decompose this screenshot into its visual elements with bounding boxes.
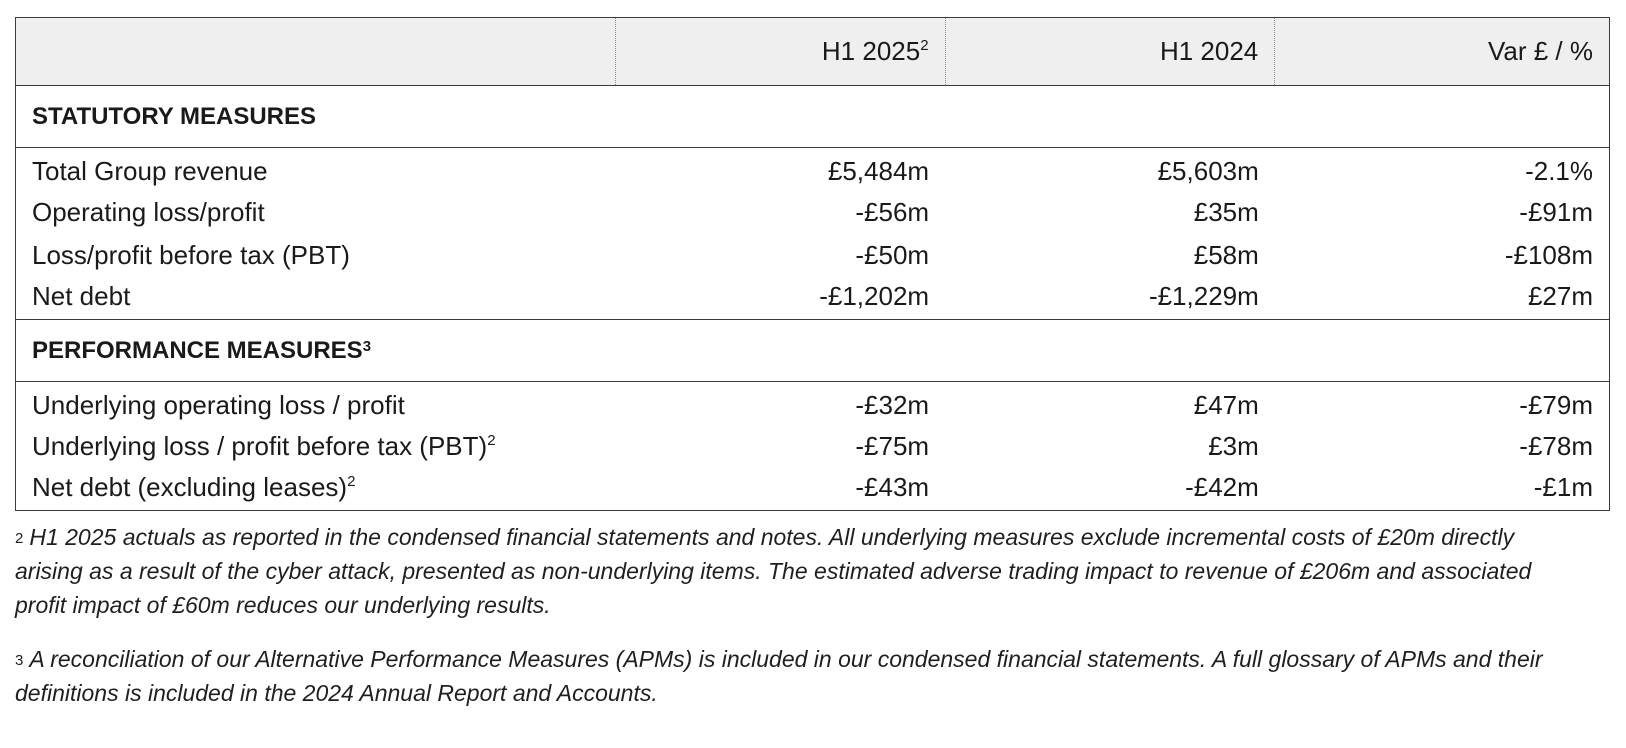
table-row [16, 191, 1610, 234]
financial-summary-table [15, 17, 1610, 511]
table-row [16, 425, 1610, 468]
section-statutory-title: STATUTORY MEASURES [16, 86, 1610, 148]
table-row [16, 382, 1610, 425]
row-footnote-mark: 2 [347, 473, 356, 491]
table-row [16, 277, 1610, 320]
footnote-text: A reconciliation of our Alternative Performance Measures (APMs) is included in our condensed financial statements. A full glossary of APMs and their definitions is included in the 2024 Annual Report and Accounts. [15, 646, 1543, 706]
financial-summary-table-container [15, 17, 1610, 511]
section-performance-title: PERFORMANCE MEASURES [32, 336, 363, 364]
section-performance-footnote-mark: 3 [362, 337, 372, 355]
header-h1-2024: H1 2024 [945, 18, 1275, 86]
row-h1-2025-value: -£56m [855, 196, 930, 227]
row-variance-value: -£1m [1533, 472, 1593, 503]
table-row [16, 234, 1610, 277]
row-footnote-mark: 2 [487, 431, 496, 449]
row-h1-2025-value: -£43m [855, 472, 930, 503]
row-label-cell [16, 468, 616, 511]
header-h1-2025-footnote-mark: 2 [920, 37, 929, 54]
table-row [16, 148, 1610, 191]
header-blank-cell [16, 18, 616, 86]
row-variance-value: -£91m [1519, 196, 1593, 227]
row-h1-2025-value: £5,484m [827, 155, 930, 186]
row-h1-2024-value: £47m [1193, 389, 1259, 420]
row-variance-value: -£79m [1519, 389, 1593, 420]
header-variance: Var £ / % [1275, 18, 1610, 86]
section-performance [16, 320, 1610, 382]
row-label-cell [16, 425, 616, 468]
section-performance-title-cell [16, 320, 1610, 382]
row-h1-2024-value: £35m [1193, 196, 1259, 227]
table-header-row [16, 18, 1610, 86]
row-h1-2025-value: -£32m [855, 389, 930, 420]
row-h1-2024-value: -£42m [1185, 472, 1259, 503]
footnote-text: H1 2025 actuals as reported in the condensed financial statements and notes. All underlying measures exclude incremental costs of £20m directly arising as a result of the cyber attack, presented as non-underlying items. The estimated adverse trading impact to revenue of £206m and associated profit impact of £60m reduces our underlying results. [15, 524, 1532, 618]
table-row [16, 468, 1610, 511]
row-h1-2025-value: -£50m [855, 239, 930, 270]
row-label: Loss/profit before tax (PBT) [32, 239, 350, 270]
footnote-mark: 2 [15, 530, 24, 547]
row-h1-2024-value: -£1,229m [1148, 281, 1259, 312]
footnote-3 [15, 642, 1575, 710]
row-h1-2024-value: £5,603m [1157, 155, 1259, 186]
row-h1-2024-value: £58m [1193, 239, 1259, 270]
row-label: Total Group revenue [32, 155, 268, 186]
row-label: Underlying operating loss / profit [32, 389, 405, 420]
row-variance-value: £27m [1527, 281, 1593, 312]
row-h1-2024-value: £3m [1208, 430, 1259, 461]
row-label-cell [16, 382, 616, 425]
footnotes [15, 520, 1575, 730]
row-h1-2025-value: -£75m [855, 430, 930, 461]
footnote-2 [15, 520, 1575, 622]
header-h1-2025 [615, 18, 945, 86]
row-label: Underlying loss / profit before tax (PBT) [32, 430, 488, 461]
row-h1-2025-value: -£1,202m [819, 281, 930, 312]
row-variance-value: -2.1% [1525, 155, 1593, 186]
row-label: Net debt [32, 281, 131, 312]
row-label: Net debt (excluding leases) [32, 472, 348, 503]
row-label: Operating loss/profit [32, 196, 265, 227]
footnote-mark: 3 [15, 652, 24, 669]
row-variance-value: -£108m [1504, 239, 1593, 270]
section-statutory [16, 86, 1610, 148]
header-h1-2025-label: H1 2025 [821, 36, 921, 66]
row-variance-value: -£78m [1519, 430, 1593, 461]
